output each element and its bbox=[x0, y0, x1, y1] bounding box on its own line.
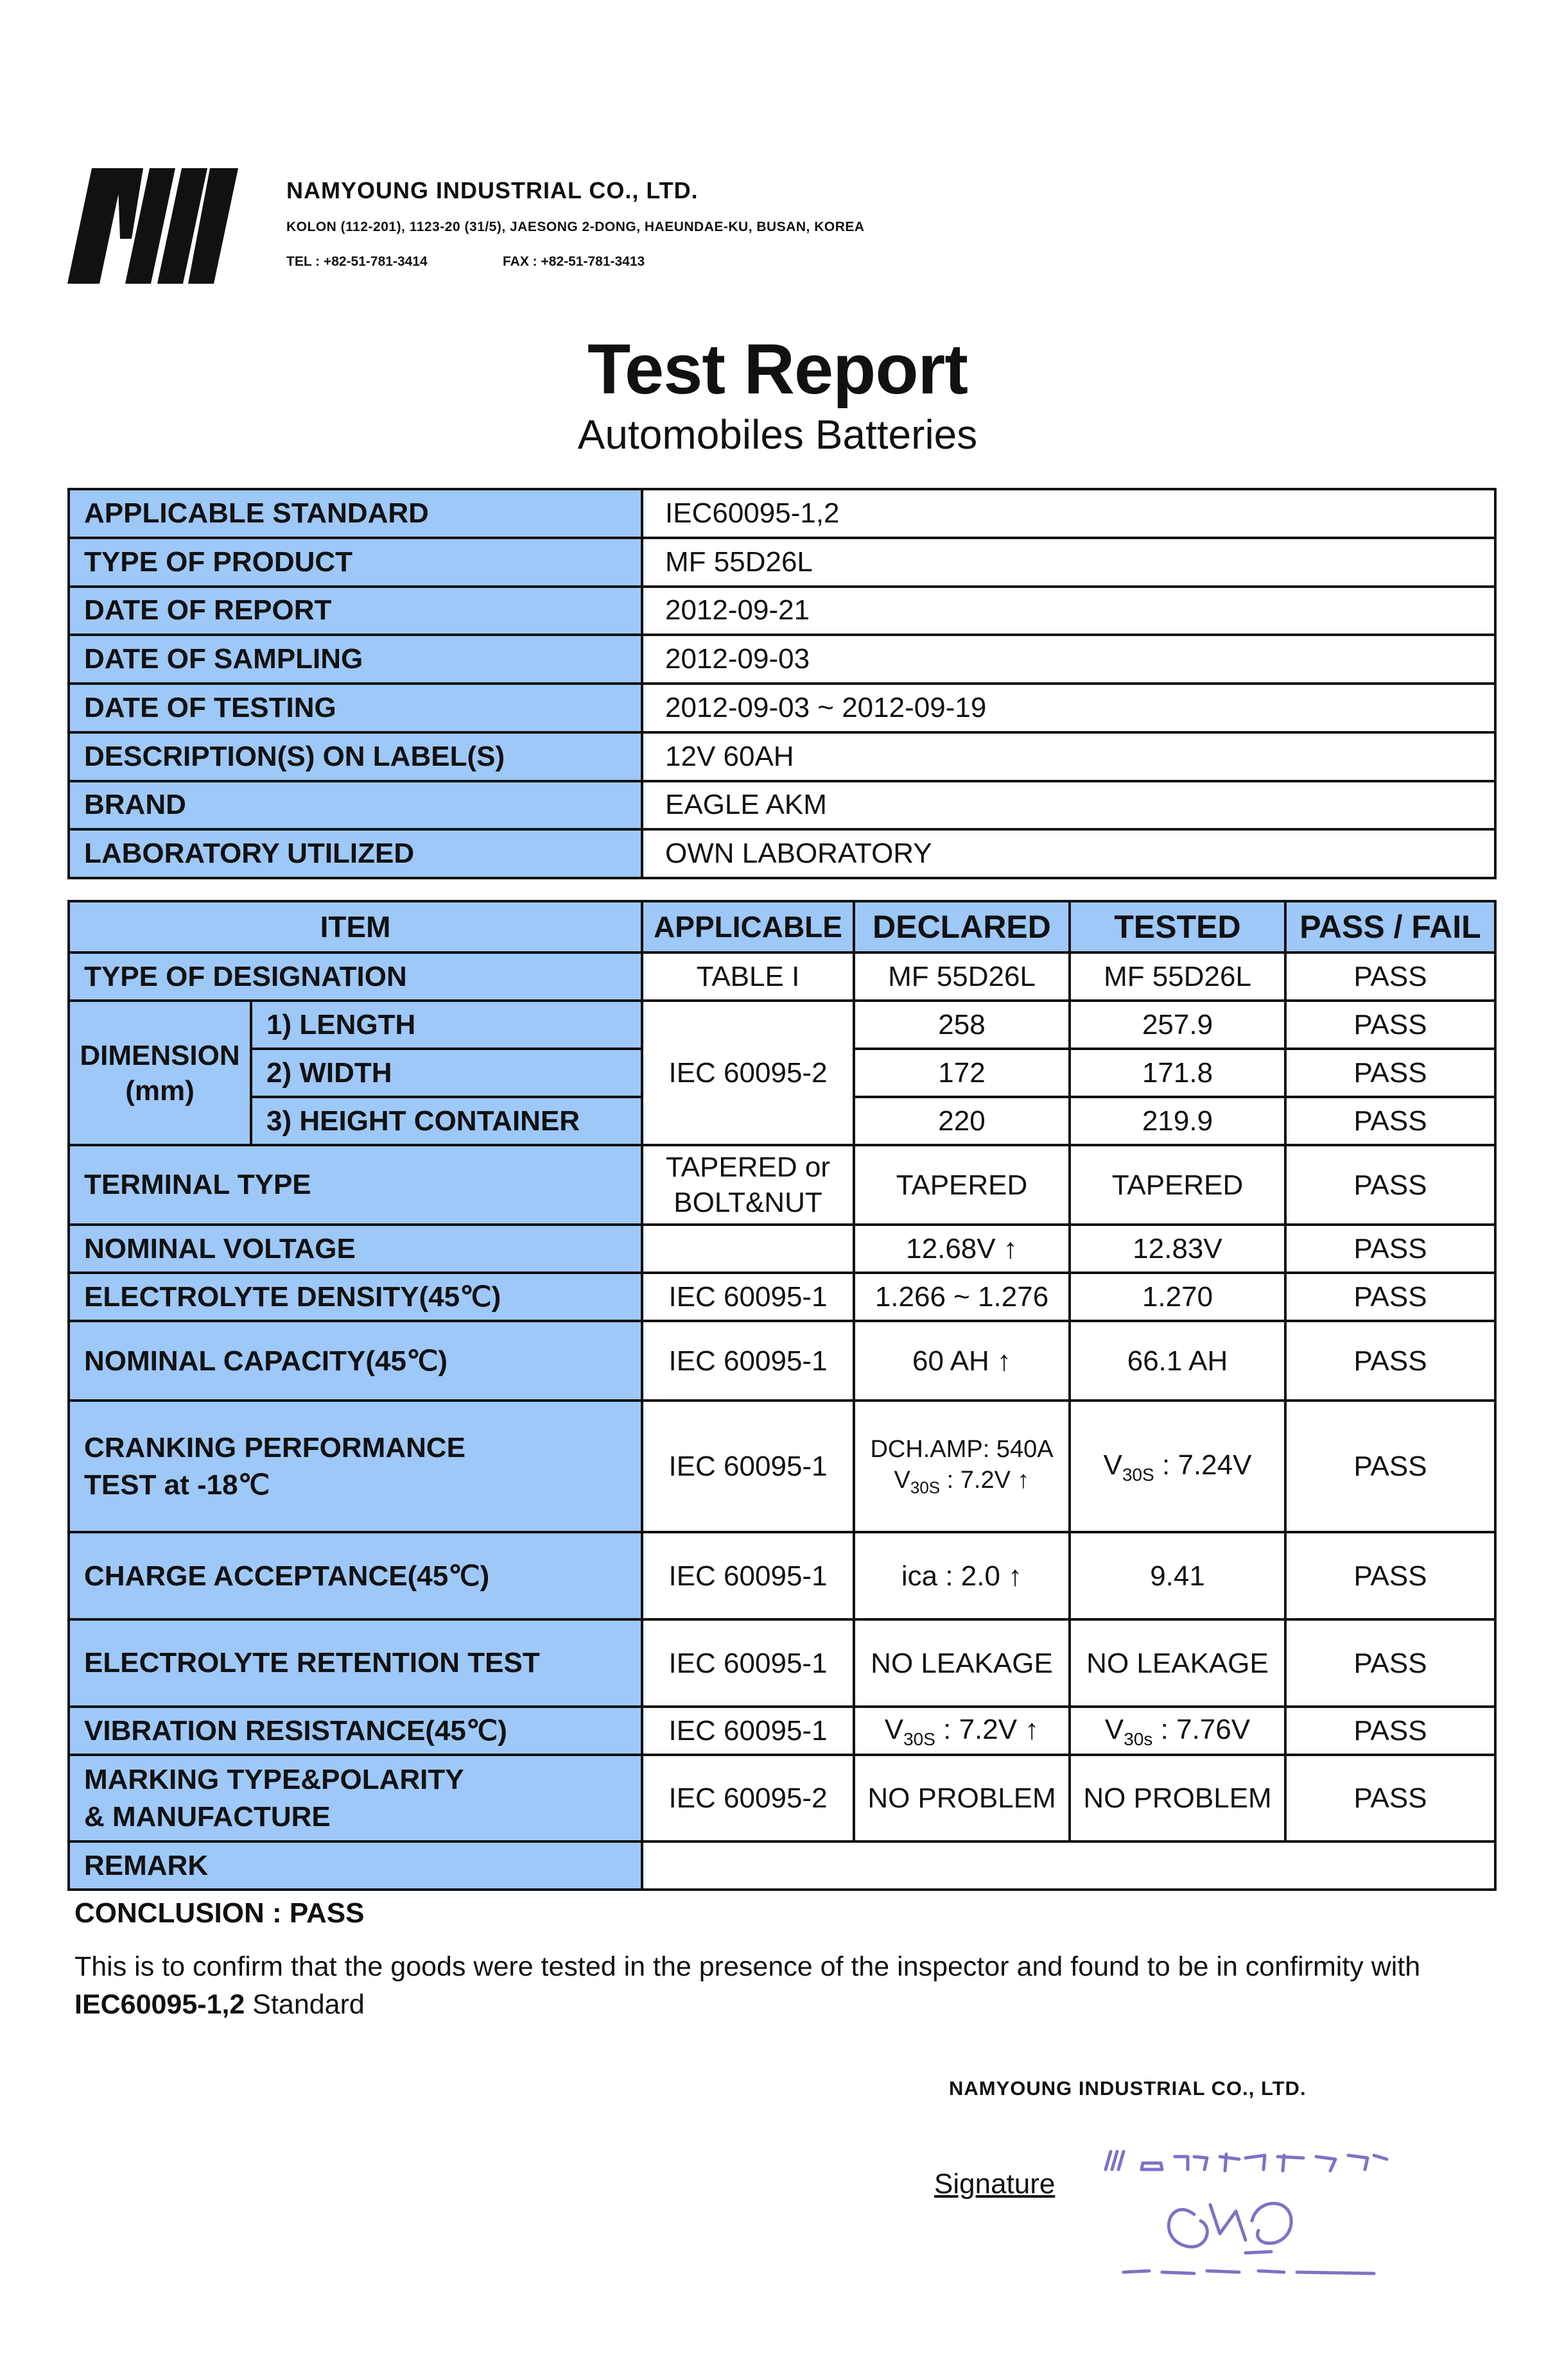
table-row bbox=[69, 1001, 1495, 1049]
info-value: 2012-09-21 bbox=[642, 587, 1495, 635]
table-row bbox=[69, 1401, 1495, 1532]
info-value: MF 55D26L bbox=[642, 538, 1495, 587]
footer-company-name: NAMYOUNG INDUSTRIAL CO., LTD. bbox=[949, 2077, 1307, 2100]
info-label: APPLICABLE STANDARD bbox=[69, 489, 642, 538]
row-tested: 171.8 bbox=[1070, 1049, 1285, 1097]
dimension-group bbox=[69, 1001, 251, 1145]
row-item: NOMINAL CAPACITY(45℃) bbox=[69, 1321, 642, 1401]
row-tested: 1.270 bbox=[1070, 1273, 1285, 1321]
row-result: PASS bbox=[1285, 1321, 1495, 1401]
row-item bbox=[69, 1401, 642, 1532]
info-row bbox=[69, 587, 1495, 635]
row-declared: 60 AH ↑ bbox=[854, 1321, 1070, 1401]
info-value: IEC60095-1,2 bbox=[642, 489, 1495, 538]
row-tested: 9.41 bbox=[1070, 1532, 1285, 1619]
table-row bbox=[69, 1707, 1495, 1755]
company-fax: FAX : +82-51-781-3413 bbox=[503, 254, 645, 269]
row-tested: 12.83V bbox=[1070, 1225, 1285, 1273]
row-applicable: TABLE I bbox=[642, 953, 854, 1001]
row-result: PASS bbox=[1285, 1001, 1495, 1049]
row-tested: TAPERED bbox=[1070, 1145, 1285, 1225]
confirmation-statement: This is to confirm that the goods were tested in the presence of the inspector and found to be in confirmity with IEC60095-1,2 Standard bbox=[74, 1951, 1421, 2021]
header-declared: DECLARED bbox=[854, 901, 1070, 953]
row-tested: 257.9 bbox=[1070, 1001, 1285, 1049]
table-row bbox=[69, 1532, 1495, 1619]
row-result: PASS bbox=[1285, 1225, 1495, 1273]
row-tested: NO LEAKAGE bbox=[1070, 1619, 1285, 1707]
row-item: TYPE OF DESIGNATION bbox=[69, 953, 642, 1001]
info-row bbox=[69, 732, 1495, 781]
row-result: PASS bbox=[1285, 1097, 1495, 1145]
company-name: NAMYOUNG INDUSTRIAL CO., LTD. bbox=[286, 177, 699, 203]
row-result: PASS bbox=[1285, 953, 1495, 1001]
row-result: PASS bbox=[1285, 1401, 1495, 1532]
row-declared: 12.68V ↑ bbox=[854, 1225, 1070, 1273]
row-result: PASS bbox=[1285, 1049, 1495, 1097]
item-line: CRANKING PERFORMANCE bbox=[84, 1432, 465, 1464]
info-table bbox=[67, 488, 1497, 879]
row-declared: MF 55D26L bbox=[854, 953, 1070, 1001]
row-tested: NO PROBLEM bbox=[1070, 1755, 1285, 1841]
row-applicable: IEC 60095-1 bbox=[642, 1273, 854, 1321]
row-applicable: IEC 60095-1 bbox=[642, 1532, 854, 1619]
info-value: 2012-09-03 bbox=[642, 635, 1495, 684]
table-header-row bbox=[69, 901, 1495, 953]
row-item: CHARGE ACCEPTANCE(45℃) bbox=[69, 1532, 642, 1619]
item-line: MARKING TYPE&POLARITY bbox=[84, 1764, 464, 1796]
applicable-line: TAPERED or bbox=[666, 1151, 830, 1183]
info-label: DESCRIPTION(S) ON LABEL(S) bbox=[69, 732, 642, 781]
header-pass-fail: PASS / FAIL bbox=[1285, 901, 1495, 953]
remark-row bbox=[69, 1841, 1495, 1890]
header-applicable: APPLICABLE bbox=[642, 901, 854, 953]
row-tested: 66.1 AH bbox=[1070, 1321, 1285, 1401]
row-applicable: IEC 60095-1 bbox=[642, 1619, 854, 1707]
remark-label: REMARK bbox=[69, 1841, 642, 1890]
info-row bbox=[69, 781, 1495, 830]
signature-label: Signature bbox=[934, 2168, 1055, 2200]
row-result: PASS bbox=[1285, 1755, 1495, 1841]
row-result: PASS bbox=[1285, 1532, 1495, 1619]
standard-ref: IEC60095-1,2 bbox=[74, 1989, 245, 2021]
declared-line: $V_{30S}$ : 7.2V ↑ bbox=[894, 1466, 1030, 1497]
info-label: TYPE OF PRODUCT bbox=[69, 538, 642, 587]
row-result: PASS bbox=[1285, 1707, 1495, 1755]
row-declared: 258 bbox=[854, 1001, 1070, 1049]
info-row bbox=[69, 538, 1495, 587]
row-item: VIBRATION RESISTANCE(45℃) bbox=[69, 1707, 642, 1755]
table-row bbox=[69, 1273, 1495, 1321]
table-row bbox=[69, 1755, 1495, 1841]
row-tested: $V_{30S}$ : 7.24V bbox=[1070, 1401, 1285, 1532]
row-applicable: IEC 60095-1 bbox=[642, 1401, 854, 1532]
item-line: & MANUFACTURE bbox=[84, 1800, 331, 1832]
applicable-line: BOLT&NUT bbox=[673, 1187, 822, 1218]
row-declared bbox=[854, 1401, 1070, 1532]
company-address: KOLON (112-201), 1123-20 (31/5), JAESONG 2-DONG, HAEUNDAE-KU, BUSAN, KOREA bbox=[286, 220, 865, 234]
document-title: Test Report bbox=[587, 330, 968, 409]
table-row bbox=[69, 1619, 1495, 1707]
info-label: DATE OF TESTING bbox=[69, 684, 642, 732]
row-declared: 220 bbox=[854, 1097, 1070, 1145]
row-tested: $V_{30s}$ : 7.76V bbox=[1070, 1707, 1285, 1755]
row-item: ELECTROLYTE DENSITY(45℃) bbox=[69, 1273, 642, 1321]
header-item: ITEM bbox=[69, 901, 642, 953]
row-item bbox=[69, 1755, 642, 1841]
info-value: 2012-09-03 ~ 2012-09-19 bbox=[642, 684, 1495, 732]
row-declared: NO LEAKAGE bbox=[854, 1619, 1070, 1707]
row-applicable: IEC 60095-2 bbox=[642, 1755, 854, 1841]
row-declared: ica : 2.0 ↑ bbox=[854, 1532, 1070, 1619]
row-item: 1) LENGTH bbox=[251, 1001, 642, 1049]
row-result: PASS bbox=[1285, 1145, 1495, 1225]
row-result: PASS bbox=[1285, 1619, 1495, 1707]
row-declared: TAPERED bbox=[854, 1145, 1070, 1225]
row-item: ELECTROLYTE RETENTION TEST bbox=[69, 1619, 642, 1707]
table-row bbox=[69, 1145, 1495, 1225]
dimension-unit: (mm) bbox=[125, 1074, 195, 1107]
row-item: NOMINAL VOLTAGE bbox=[69, 1225, 642, 1273]
table-row bbox=[69, 1321, 1495, 1401]
row-tested: MF 55D26L bbox=[1070, 953, 1285, 1001]
info-value: OWN LABORATORY bbox=[642, 829, 1495, 878]
info-value: 12V 60AH bbox=[642, 732, 1495, 781]
row-declared: NO PROBLEM bbox=[854, 1755, 1070, 1841]
dimension-applicable: IEC 60095-2 bbox=[642, 1001, 854, 1145]
info-label: LABORATORY UTILIZED bbox=[69, 829, 642, 878]
remark-value bbox=[642, 1841, 1495, 1890]
info-row bbox=[69, 635, 1495, 684]
row-applicable: IEC 60095-1 bbox=[642, 1707, 854, 1755]
row-declared: 1.266 ~ 1.276 bbox=[854, 1273, 1070, 1321]
info-label: BRAND bbox=[69, 781, 642, 830]
dimension-label: DIMENSION bbox=[80, 1039, 240, 1071]
info-row bbox=[69, 684, 1495, 732]
row-result: PASS bbox=[1285, 1273, 1495, 1321]
company-logo bbox=[67, 168, 238, 284]
row-tested: 219.9 bbox=[1070, 1097, 1285, 1145]
document-subtitle: Automobiles Batteries bbox=[577, 411, 978, 458]
conclusion: CONCLUSION : PASS bbox=[74, 1897, 365, 1929]
header-tested: TESTED bbox=[1070, 901, 1285, 953]
company-seal-stamp bbox=[1091, 2144, 1400, 2298]
table-row bbox=[69, 953, 1495, 1001]
info-row bbox=[69, 489, 1495, 538]
company-tel: TEL : +82-51-781-3414 bbox=[286, 254, 428, 269]
info-label: DATE OF REPORT bbox=[69, 587, 642, 635]
test-results-table bbox=[67, 900, 1497, 1891]
row-applicable: IEC 60095-1 bbox=[642, 1321, 854, 1401]
info-value: EAGLE AKM bbox=[642, 781, 1495, 830]
info-row bbox=[69, 829, 1495, 878]
declared-line: DCH.AMP: 540A bbox=[870, 1436, 1054, 1463]
row-item: 2) WIDTH bbox=[251, 1049, 642, 1097]
row-applicable bbox=[642, 1145, 854, 1225]
row-declared: $V_{30S}$ : 7.2V ↑ bbox=[854, 1707, 1070, 1755]
row-item: 3) HEIGHT CONTAINER bbox=[251, 1097, 642, 1145]
table-row bbox=[69, 1225, 1495, 1273]
row-declared: 172 bbox=[854, 1049, 1070, 1097]
row-applicable bbox=[642, 1225, 854, 1273]
row-item: TERMINAL TYPE bbox=[69, 1145, 642, 1225]
item-line: TEST at -18℃ bbox=[84, 1469, 270, 1501]
info-label: DATE OF SAMPLING bbox=[69, 635, 642, 684]
